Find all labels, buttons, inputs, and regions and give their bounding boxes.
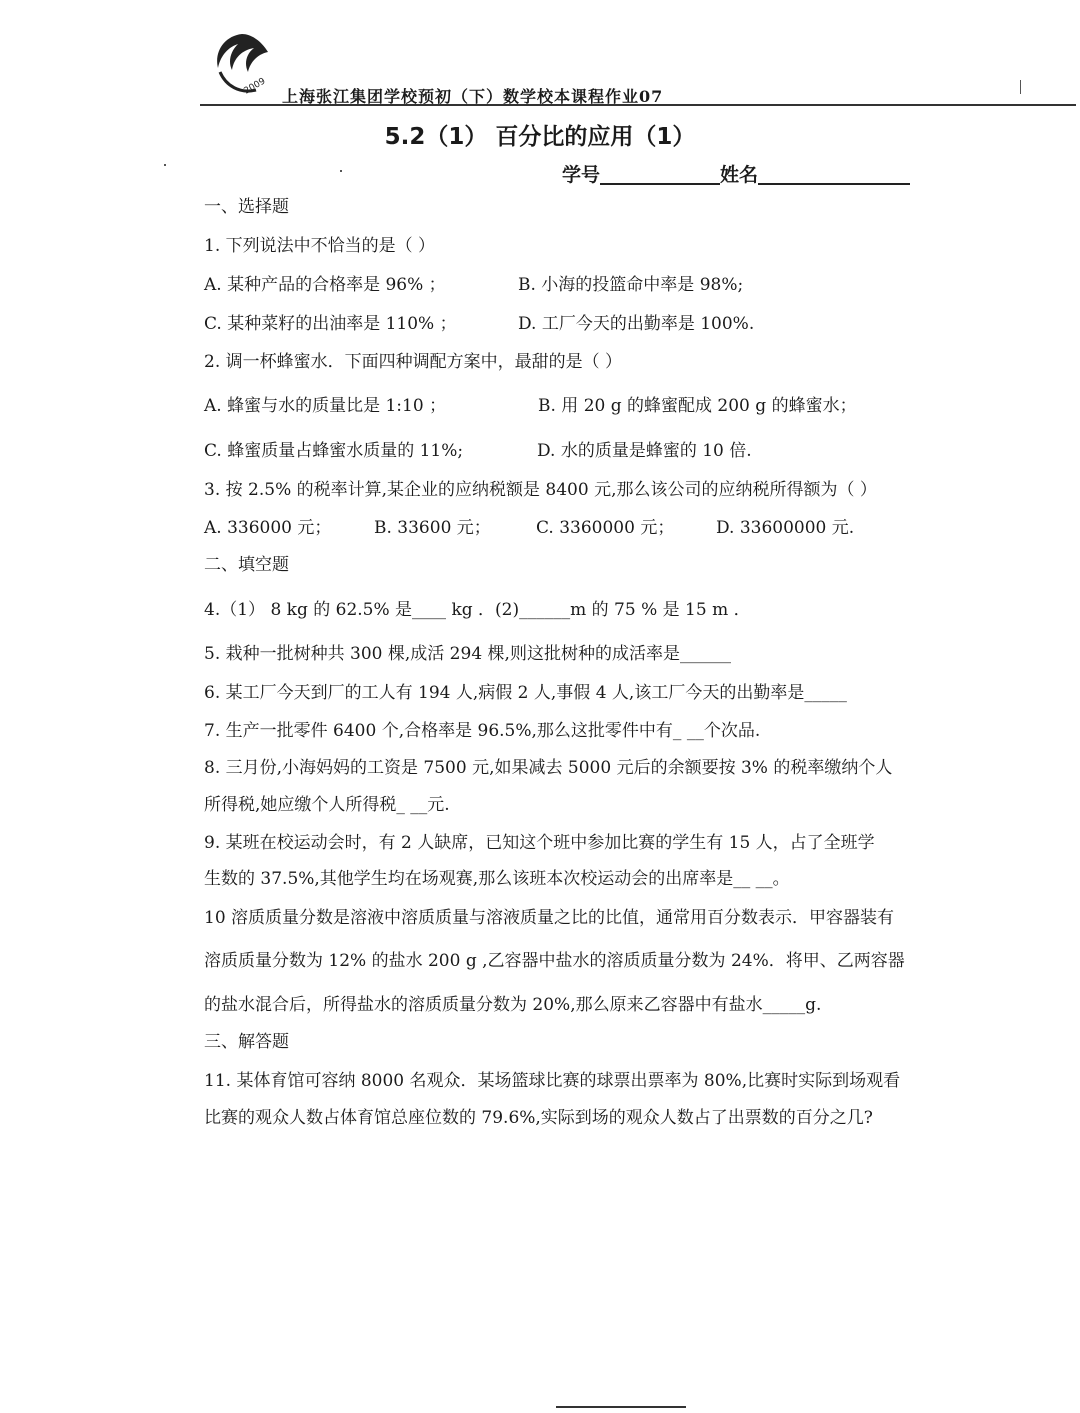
q2-option-a: A. 蜂蜜与水的质量比是 1:10 ； [204,396,447,416]
q10-line3: 的盐水混合后，所得盐水的溶质质量分数为 20%,那么原来乙容器中有盐水_____g. [204,995,822,1015]
q1-option-d: D. 工厂今天的出勤率是 100%. [518,314,755,334]
q2-option-c: C. 蜂蜜质量占蜂蜜水质量的 11%; [204,441,464,461]
section-heading-choice: 一、选择题 [204,197,289,217]
q1-stem: 1. 下列说法中不恰当的是（ ） [204,236,436,256]
q1-option-b: B. 小海的投篮命中率是 98%; [518,275,744,295]
school-logo-icon [206,28,278,100]
name-label: 姓名 [720,164,759,186]
q1-option-c: C. 某种菜籽的出油率是 110% ； [204,314,457,334]
q3-option-c: C. 3360000 元； [536,518,675,538]
q3-option-a: A. 336000 元； [204,518,332,538]
q6-text: 6. 某工厂今天到厂的工人有 194 人,病假 2 人,事假 4 人,该工厂今天的出勤率是_____ [204,683,847,703]
q11-line1: 11. 某体育馆可容纳 8000 名观众．某场篮球比赛的球票出票率为 80%,比赛时实际到场观看 [204,1071,901,1091]
name-blank[interactable] [758,163,910,185]
q10-line1: 10 溶质质量分数是溶液中溶质质量与溶液质量之比的比值，通常用百分数表示．甲容器装有 [204,908,895,928]
logo-text: 2009 [242,76,268,97]
scan-speck [164,164,166,166]
q10-line2: 溶质质量分数为 12% 的盐水 200 g ,乙容器中盐水的溶质质量分数为 24%．将甲、乙两容器 [204,951,905,971]
q8-line1: 8. 三月份,小海妈妈的工资是 7500 元,如果减去 5000 元后的余额要按 3% 的税率缴纳个人 [204,758,893,778]
scan-speck [1020,80,1021,94]
q2-option-d: D. 水的质量是蜂蜜的 10 倍. [537,441,752,461]
q2-option-b: B. 用 20 g 的蜂蜜配成 200 g 的蜂蜜水； [538,396,857,416]
school-header: 上海张江集团学校预初（下）数学校本课程作业07 [282,87,664,106]
q9-line1: 9. 某班在校运动会时，有 2 人缺席，已知这个班中参加比赛的学生有 15 人，占了全班学 [204,833,875,853]
q8-line2: 所得税,她应缴个人所得税_ __元. [204,795,450,815]
q11-line2: 比赛的观众人数占体育馆总座位数的 79.6%,实际到场的观众人数占了出票数的百分之几? [204,1108,873,1128]
q5-text: 5. 栽种一批树种共 300 棵,成活 294 棵,则这批树种的成活率是______ [204,644,731,664]
q3-option-b: B. 33600 元； [374,518,491,538]
page-title: 5.2（1） 百分比的应用（1） [384,124,696,150]
section-heading-solve: 三、解答题 [204,1032,289,1052]
q2-stem: 2. 调一杯蜂蜜水．下面四种调配方案中，最甜的是（ ） [204,352,623,372]
header-divider [200,104,1076,106]
q7-text: 7. 生产一批零件 6400 个,合格率是 96.5%,那么这批零件中有_ __个次品. [204,721,761,741]
student-no-blank[interactable] [600,163,720,185]
q9-line2: 生数的 37.5%,其他学生均在场观赛,那么该班本次校运动会的出席率是__ __。 [204,869,790,889]
q4-text: 4.（1） 8 kg 的 62.5% 是____ kg ．(2)______m 的 75 % 是 15 m ． [204,600,751,620]
section-heading-fill: 二、填空题 [204,555,289,575]
scan-speck [340,170,342,172]
footer-divider [556,1406,686,1408]
q3-option-d: D. 33600000 元. [716,518,855,538]
student-id-line [562,160,910,187]
student-no-label: 学号 [562,164,601,186]
q3-stem: 3. 按 2.5% 的税率计算,某企业的应纳税额是 8400 元,那么该公司的应纳税所得额为（ ） [204,480,877,500]
q1-option-a: A. 某种产品的合格率是 96% ； [204,275,446,295]
